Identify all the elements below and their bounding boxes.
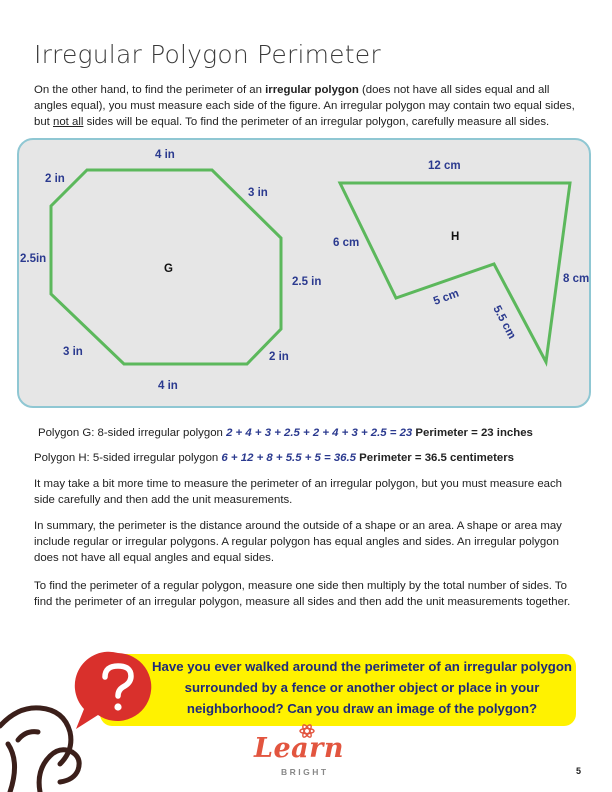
callout-question: Have you ever walked around the perimeter of an irregular polygon surrounded by a fence or another object or place in your neighborhood? Can you draw an image of the polygon?	[152, 659, 572, 716]
h-label: H	[451, 231, 460, 243]
h-side-bottom: 5 cm	[431, 287, 461, 308]
page-number: 5	[576, 766, 582, 776]
h-side-right: 8 cm	[563, 273, 590, 285]
h-side-lower-inner: 5.5 cm	[490, 303, 518, 342]
h-side-top: 12 cm	[428, 160, 461, 172]
h-side-left: 6 cm	[333, 237, 360, 249]
logo-bright: BRIGHT	[281, 767, 329, 777]
g-side-upper-left: 2 in	[45, 173, 65, 185]
page-title: Irregular Polygon Perimeter	[34, 40, 381, 69]
intro-bold-term: irregular polygon	[265, 84, 359, 96]
g-side-upper-right: 3 in	[248, 187, 268, 199]
intro-underline: not all	[53, 116, 84, 128]
paragraph-summary: In summary, the perimeter is the distance around the outside of a shape or an area. A shape or area may include regular or irregular polygons. A regular polygon has equal angles and sides. An irregular polygon does not have all equal angles and equal sides.	[34, 520, 562, 564]
g-side-lower-left: 3 in	[63, 346, 83, 358]
paragraph-how-to: To find the perimeter of a regular polygon, measure one side then multiply by the total number of sides. To find the perimeter of an irregular polygon, measure all sides and then add the unit measurements together.	[34, 580, 571, 608]
paragraph-extra-time: It may take a bit more time to measure the perimeter of an irregular polygon, but you must measure each side carefully and then add the unit measurements.	[34, 478, 563, 506]
result-calculation: 6 + 12 + 8 + 5.5 + 5 = 36.5	[221, 452, 357, 464]
g-side-bottom: 4 in	[158, 380, 178, 392]
g-side-lower-right: 2 in	[269, 351, 289, 363]
g-side-top: 4 in	[155, 149, 175, 161]
logo-learn: Learn	[254, 733, 345, 764]
result-calculation: 2 + 4 + 3 + 2.5 + 2 + 4 + 3 + 2.5 = 23	[226, 427, 413, 439]
g-label: G	[164, 263, 173, 275]
result-perimeter: Perimeter = 36.5 centimeters	[356, 452, 514, 464]
intro-text: On the other hand, to find the perimeter of an	[34, 84, 266, 96]
result-perimeter: Perimeter = 23 inches	[412, 427, 533, 439]
result-prefix: Polygon G: 8-sided irregular polygon	[38, 427, 227, 439]
g-side-left: 2.5in	[20, 253, 47, 265]
result-prefix: Polygon H: 5-sided irregular polygon	[34, 452, 222, 464]
intro-text: (does not have all sides equal and all angles equal), you must measure each side of the figure. An irregular polygon may contain two equal sides, but	[34, 84, 575, 128]
intro-text: sides will be equal. To find the perimeter of an irregular polygon, carefully measure all sides.	[83, 116, 550, 128]
g-side-right: 2.5 in	[292, 276, 322, 288]
